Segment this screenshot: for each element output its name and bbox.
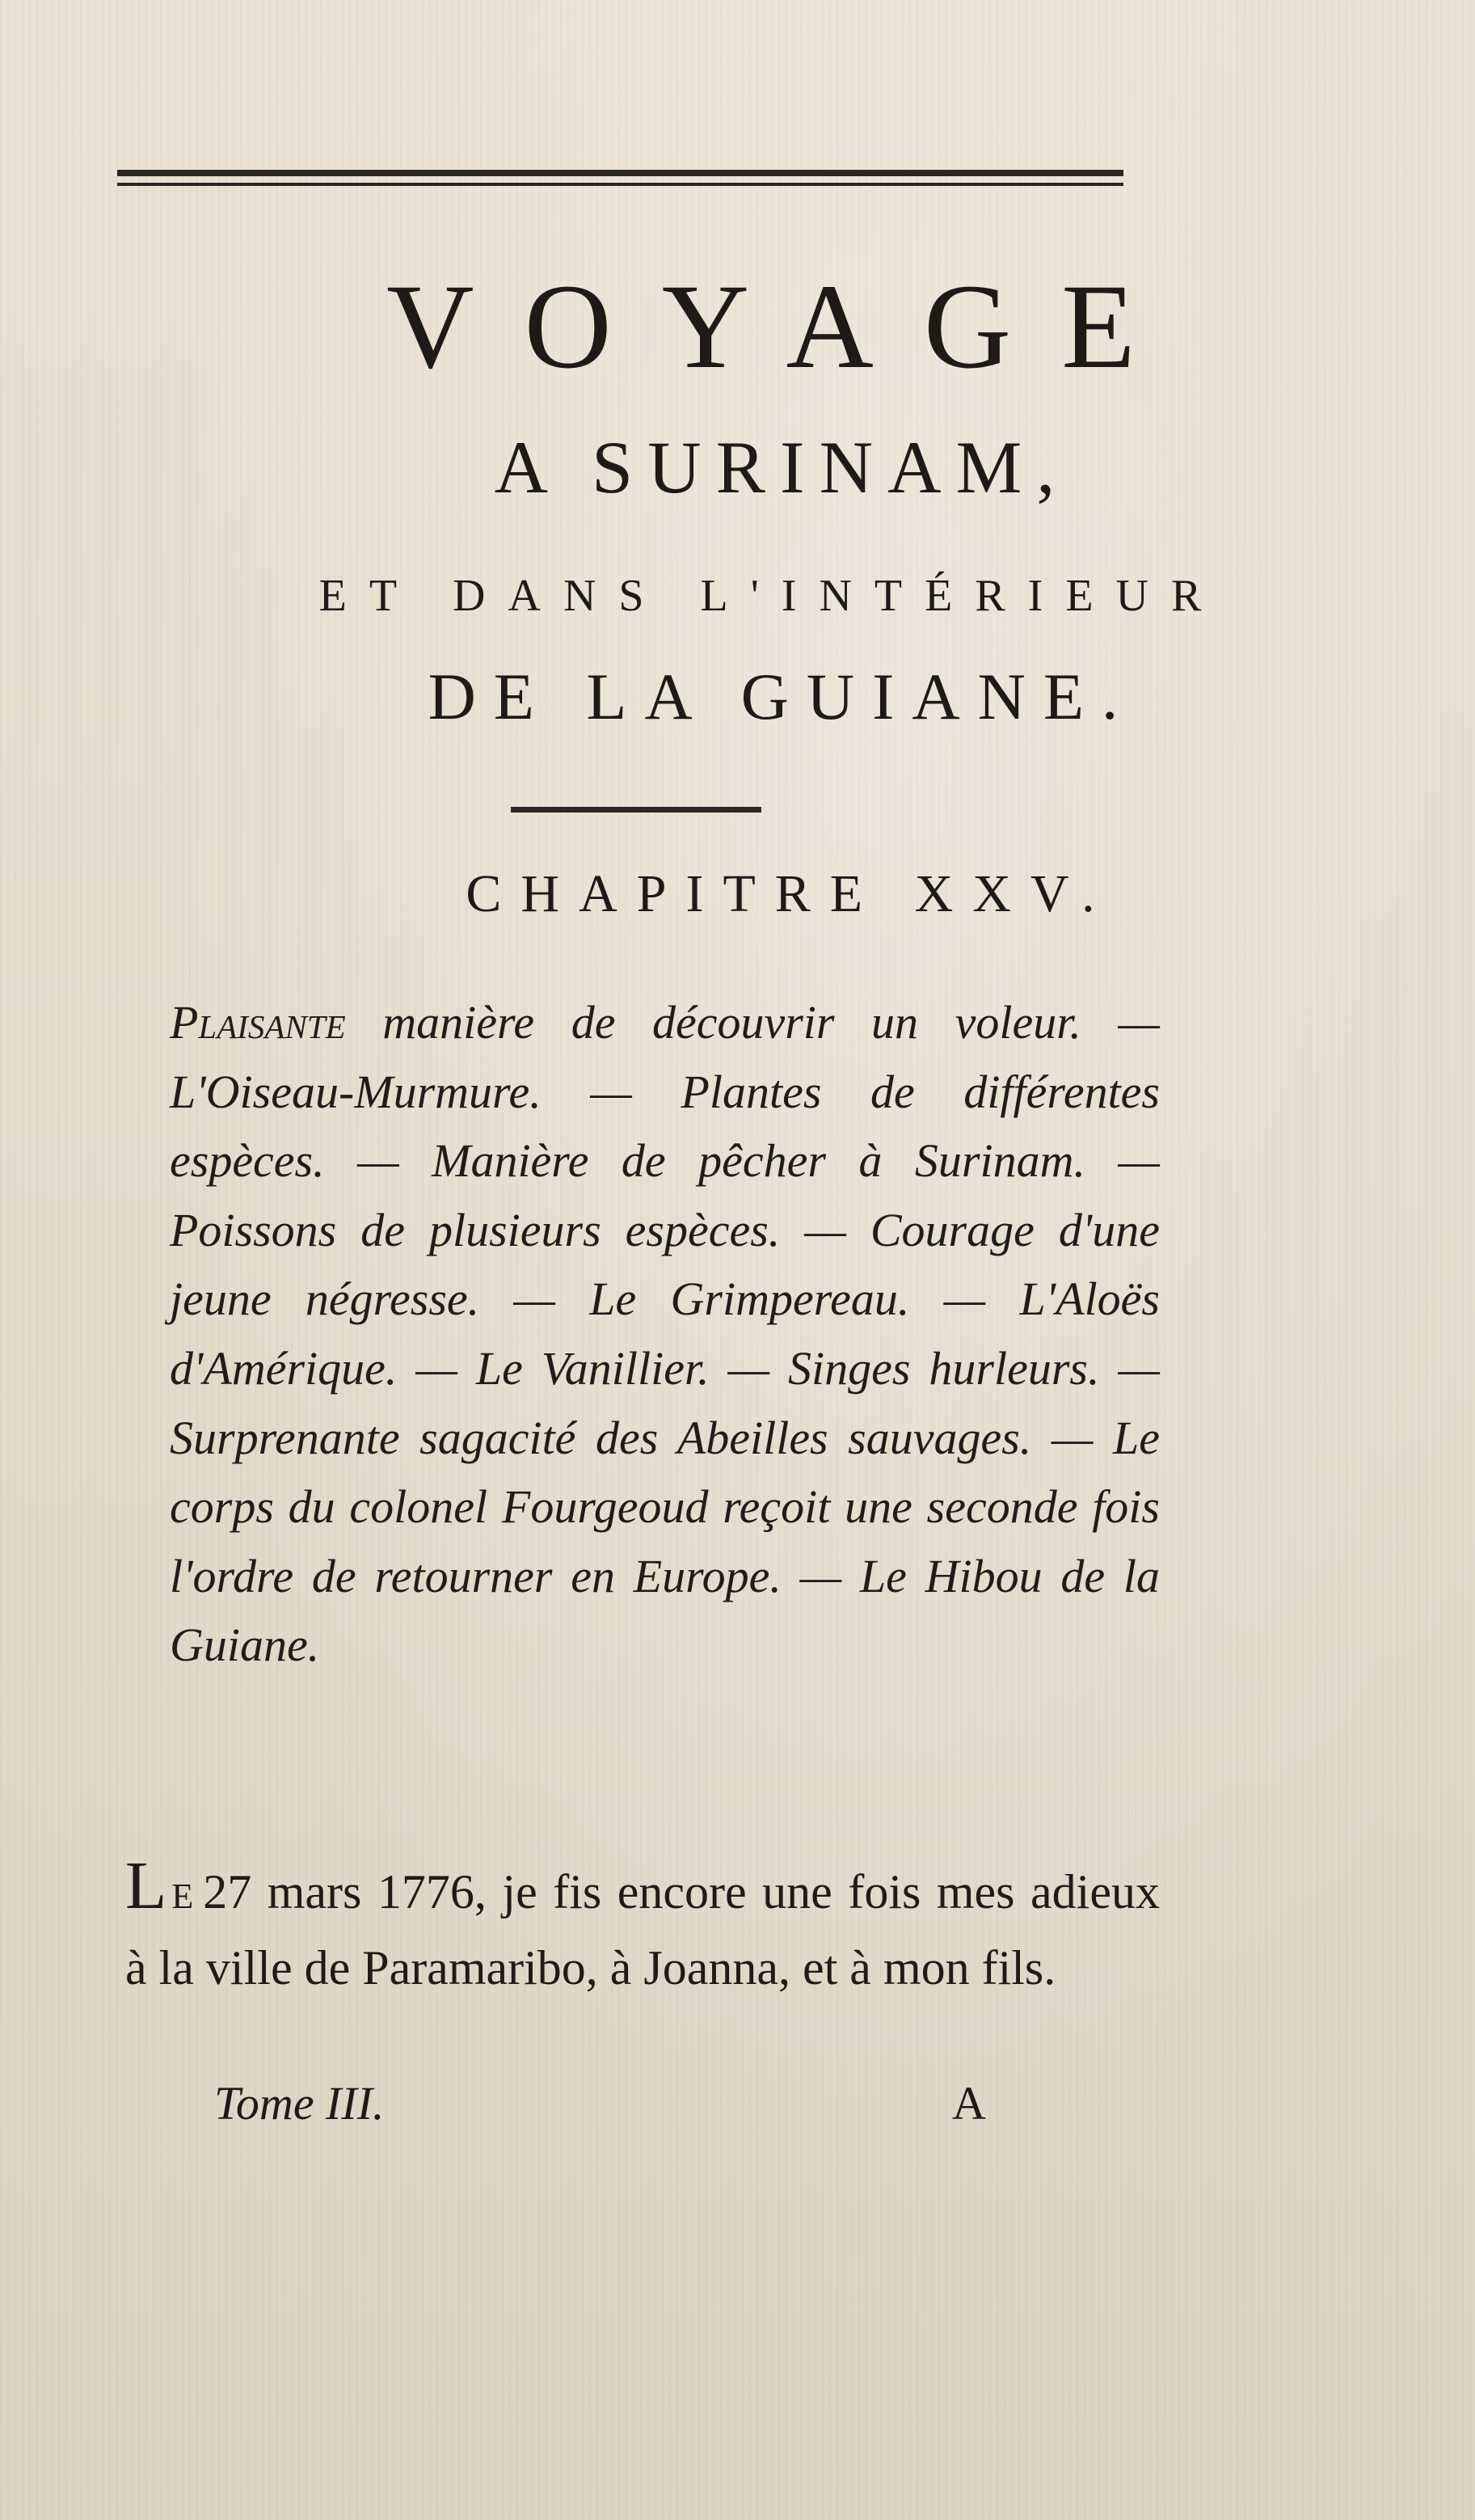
chapter-heading: CHAPITRE XXV. xyxy=(466,864,1115,923)
book-subtitle: A SURINAM, xyxy=(494,426,1070,509)
title-line-3: ET DANS L'INTÉRIEUR xyxy=(318,571,1224,621)
top-rule-thin xyxy=(117,183,1123,186)
signature-mark: A xyxy=(952,2077,986,2130)
chapter-summary xyxy=(170,988,1160,1680)
volume-label: Tome III. xyxy=(214,2077,385,2130)
top-rule-thick xyxy=(117,170,1123,176)
small-cap: E xyxy=(171,1876,197,1916)
title-line-4: DE LA GUIANE. xyxy=(428,660,1136,733)
body-paragraph xyxy=(125,1848,1160,2003)
book-title: VOYAGE xyxy=(386,260,1186,394)
body-text: 27 mars 1776, je fis encore une fois mes adieux à la ville de Paramaribo, à Joanna, et à mon fils. xyxy=(125,1865,1160,1994)
section-divider xyxy=(511,807,761,813)
summary-text: manière de découvrir un voleur. — L'Oiseau-Murmure. — Plantes de différentes espèces. — Manière de pêcher à Surinam. — Poissons de plusieurs espèces. — Courage d'une jeune négresse. — Le Grimpereau. — L'Aloës d'Amérique. — Le Vanillier. — Singes hurleurs. — Surprenante sagacité des Abeilles sauvages. — Le corps du colonel Fourgeoud reçoit une seconde fois l'ordre de retourner en Europe. — Le Hibou de la Guiane. xyxy=(170,996,1160,1672)
drop-cap: L xyxy=(125,1848,167,1923)
summary-first-word: Plaisante xyxy=(170,996,346,1049)
